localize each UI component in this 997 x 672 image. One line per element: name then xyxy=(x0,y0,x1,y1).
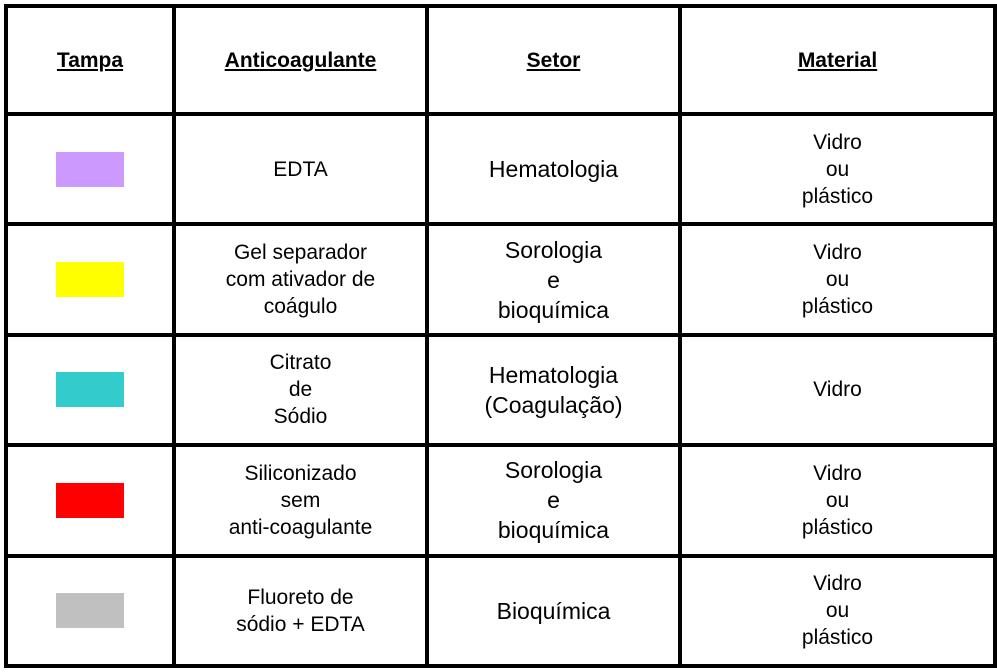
setor-cell-line: bioquímica xyxy=(497,517,610,544)
cap-color-swatch xyxy=(56,152,124,187)
cap-color-swatch xyxy=(56,262,124,297)
anticoagulante-cell xyxy=(174,335,427,445)
material-cell-line: ou xyxy=(825,157,850,181)
anticoagulante-cell-line: EDTA xyxy=(273,157,328,181)
anticoagulante-cell xyxy=(174,114,427,224)
material-cell-line: ou xyxy=(825,599,850,623)
setor-cell xyxy=(427,556,680,666)
setor-cell-line: Bioquímica xyxy=(496,597,611,624)
tampa-cell xyxy=(6,556,174,666)
anticoagulante-cell-line: sódio + EDTA xyxy=(236,612,365,636)
table-row xyxy=(6,114,995,224)
cap-color-swatch xyxy=(56,483,124,518)
table-body xyxy=(6,114,995,666)
anticoagulante-cell xyxy=(174,224,427,334)
setor-cell-line: e xyxy=(547,266,560,293)
material-cell-line: plástico xyxy=(801,295,874,319)
table-row xyxy=(6,445,995,555)
material-cell-line: plástico xyxy=(801,626,874,650)
tampa-cell xyxy=(6,335,174,445)
tampa-cell xyxy=(6,445,174,555)
material-cell xyxy=(680,445,995,555)
header-anticoagulante: Anticoagulante xyxy=(174,6,427,114)
material-cell-line: plástico xyxy=(801,515,874,539)
table-row xyxy=(6,335,995,445)
anticoagulante-cell xyxy=(174,556,427,666)
table-row xyxy=(6,224,995,334)
setor-cell-line: Hematologia xyxy=(488,361,619,388)
material-cell-line: ou xyxy=(825,488,850,512)
setor-cell-line: Sorologia xyxy=(504,457,603,484)
material-cell xyxy=(680,335,995,445)
cap-color-swatch xyxy=(56,593,124,628)
material-cell xyxy=(680,556,995,666)
tampa-cell xyxy=(6,114,174,224)
material-cell xyxy=(680,114,995,224)
setor-cell xyxy=(427,335,680,445)
header-setor: Setor xyxy=(427,6,680,114)
material-cell-line: Vidro xyxy=(813,241,862,265)
material-cell-line: Vidro xyxy=(813,378,862,402)
setor-cell-line: (Coagulação) xyxy=(484,391,623,418)
tampa-cell xyxy=(6,224,174,334)
material-cell-line: plástico xyxy=(801,184,874,208)
anticoagulante-cell-line: Fluoreto de xyxy=(247,585,354,609)
setor-cell xyxy=(427,114,680,224)
collection-tube-table xyxy=(4,4,997,668)
anticoagulante-cell-line: coágulo xyxy=(263,295,338,319)
material-cell xyxy=(680,224,995,334)
anticoagulante-cell-line: Gel separador xyxy=(233,241,368,265)
material-cell-line: Vidro xyxy=(813,572,862,596)
anticoagulante-cell xyxy=(174,445,427,555)
anticoagulante-cell-line: sem xyxy=(280,488,321,512)
header-tampa: Tampa xyxy=(6,6,174,114)
anticoagulante-cell-line: de xyxy=(288,378,313,402)
anticoagulante-cell-line: Sódio xyxy=(273,405,328,429)
setor-cell-line: bioquímica xyxy=(497,296,610,323)
material-cell-line: Vidro xyxy=(813,130,862,154)
table-row xyxy=(6,556,995,666)
setor-cell-line: Sorologia xyxy=(504,236,603,263)
setor-cell xyxy=(427,224,680,334)
header-row xyxy=(6,6,995,114)
anticoagulante-cell-line: Siliconizado xyxy=(244,461,357,485)
cap-color-swatch xyxy=(56,372,124,407)
setor-cell xyxy=(427,445,680,555)
setor-cell-line: e xyxy=(547,487,560,514)
anticoagulante-cell-line: anti-coagulante xyxy=(228,515,373,539)
anticoagulante-cell-line: Citrato xyxy=(269,351,332,375)
material-cell-line: Vidro xyxy=(813,461,862,485)
header-material: Material xyxy=(680,6,995,114)
setor-cell-line: Hematologia xyxy=(488,156,619,183)
anticoagulante-cell-line: com ativador de xyxy=(225,268,376,292)
material-cell-line: ou xyxy=(825,268,850,292)
